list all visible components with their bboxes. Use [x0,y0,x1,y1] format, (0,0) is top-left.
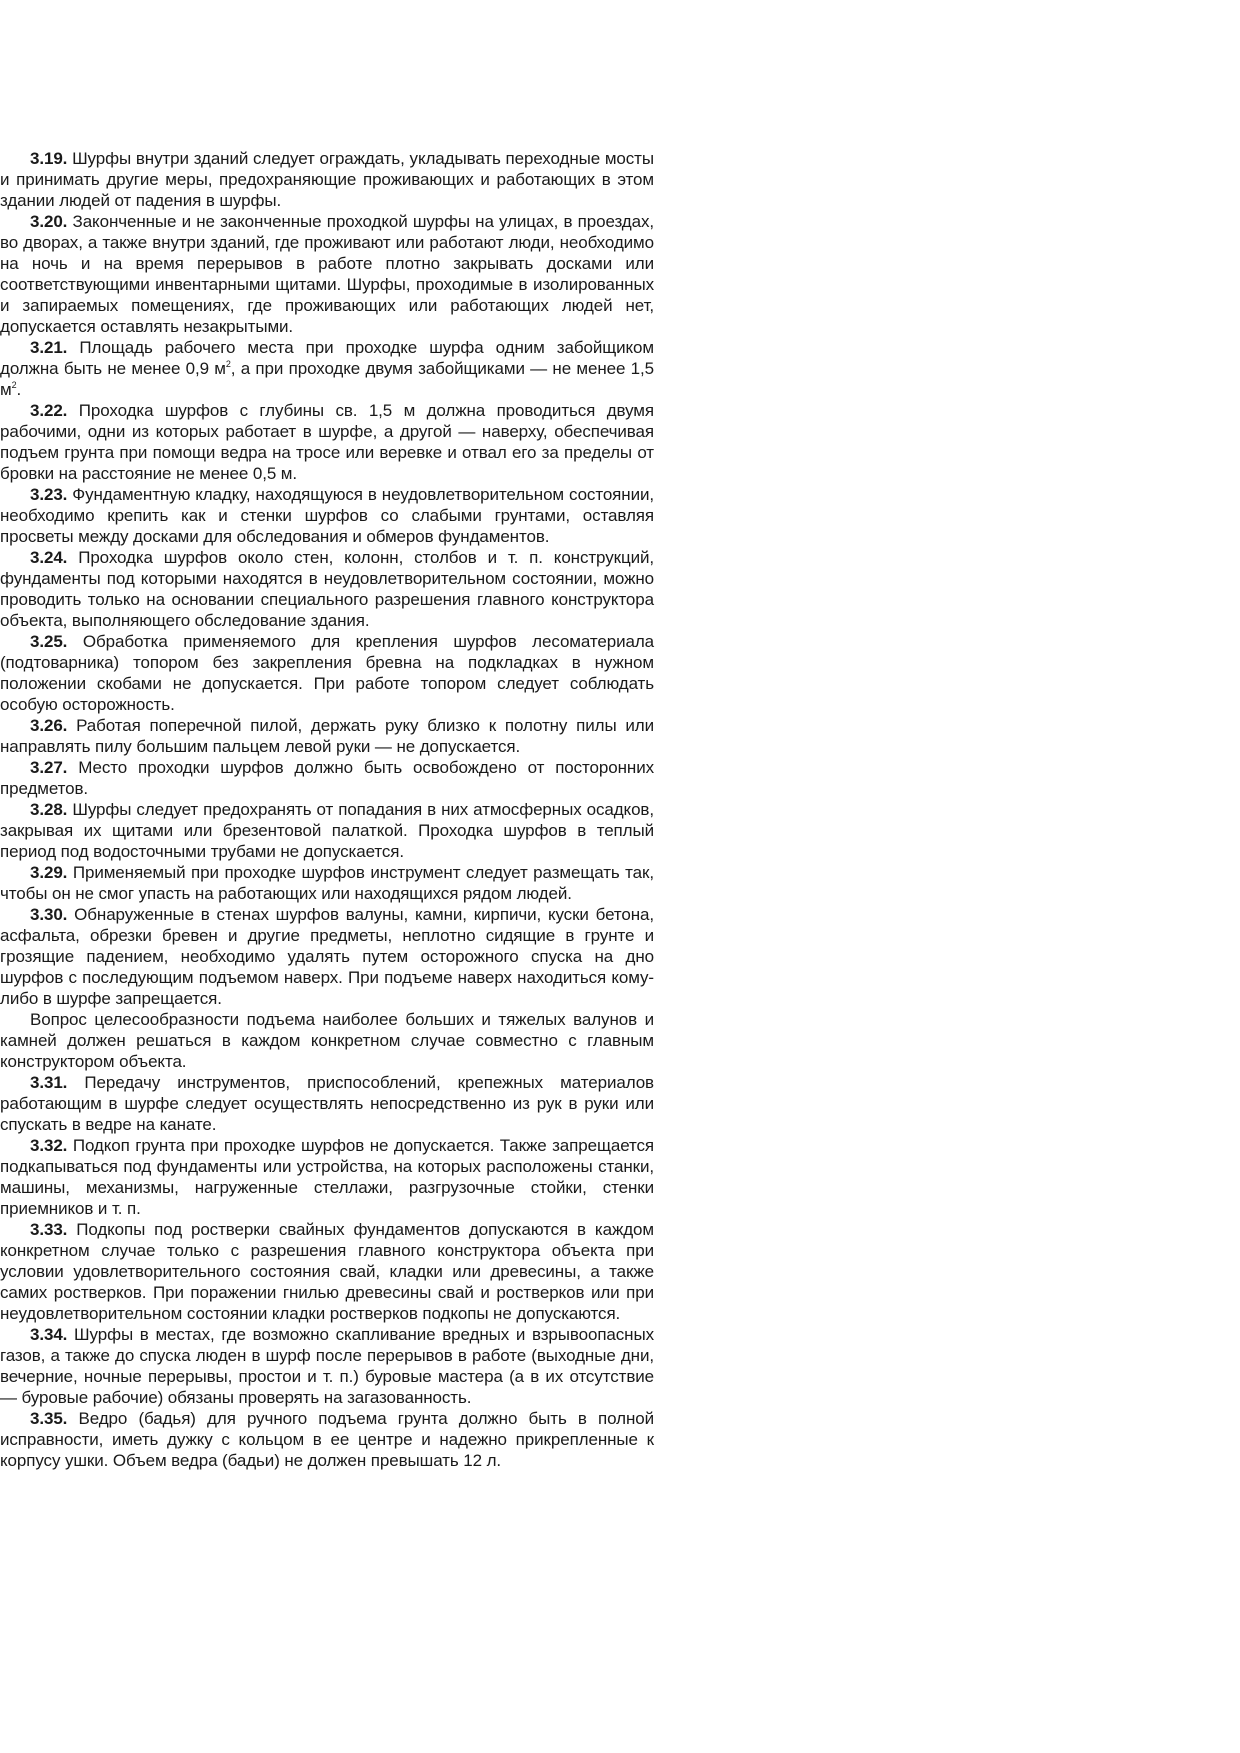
clause-text: Фундаментную кладку, находящуюся в неудовлетворительном состоянии, необходимо крепить как и стенки шурфов со слабыми грунтами, оставляя просветы между досками для обследования и обмеров фундаментов. [0,485,654,546]
clause-number: 3.24. [30,548,68,567]
clause-text: Шурфы внутри зданий следует ограждать, укладывать переходные мосты и принимать другие меры, предохраняющие проживающих и работающих в этом здании людей от падения в шурфы. [0,149,654,210]
clause-number: 3.21. [30,338,68,357]
clause-text: Обнаруженные в стенах шурфов валуны, камни, кирпичи, куски бетона, асфальта, обрезки бревен и другие предметы, неплотно сидящие в грунте и грозящие падением, необходимо удалять путем осторожного спуска на дно шурфов с последующим подъемом наверх. При подъеме наверх находиться кому-либо в шурфе запрещается. [0,905,654,1008]
clause-text: Ведро (бадья) для ручного подъема грунта должно быть в полной исправности, иметь дужку с кольцом в ее центре и надежно прикрепленные к корпусу ушки. Объем ведра (бадьи) не должен превышать 12 л. [0,1409,654,1470]
paragraph-3-19 [0,148,654,211]
clause-text: Место проходки шурфов должно быть освобождено от посторонних предметов. [0,758,654,798]
clause-text: , а при проходке двумя забойщиками — не менее 1,5 м [0,359,654,399]
clause-number: 3.28. [30,800,68,819]
paragraph-3-30-cont [0,1009,654,1072]
paragraph-3-27 [0,757,654,799]
paragraph-3-26 [0,715,654,757]
paragraph-3-33 [0,1219,654,1324]
clause-number: 3.27. [30,758,68,777]
clause-number: 3.30. [30,905,68,924]
clause-text: . [16,380,22,399]
paragraph-3-24 [0,547,654,631]
paragraph-3-20 [0,211,654,337]
clause-number: 3.20. [30,212,68,231]
clause-number: 3.23. [30,485,68,504]
paragraph-3-23 [0,484,654,547]
paragraph-3-28 [0,799,654,862]
clause-text: Подкопы под ростверки свайных фундаментов допускаются в каждом конкретном случае только с разрешения главного конструктора объекта при условии удовлетворительного состояния свай, кладки или древесины, а также самих ростверков. При поражении гнилью древесины свай и ростверков или при неудовлетворительном состоянии кладки ростверков подкопы не допускаются. [0,1220,654,1323]
clause-text: Применяемый при проходке шурфов инструмент следует размещать так, чтобы он не смог упасть на работающих или находящихся рядом людей. [0,863,654,903]
clause-text: Законченные и не законченные проходкой шурфы на улицах, в проездах, во дворах, а также внутри зданий, где проживают или работают люди, необходимо на ночь и на время перерывов в работе плотно закрывать досками или соответствующими инвентарными щитами. Шурфы, проходимые в изолированных и запираемых помещениях, где проживающих или работающих людей нет, допускается оставлять незакрытыми. [0,212,654,336]
clause-number: 3.34. [30,1325,68,1344]
paragraph-3-25 [0,631,654,715]
paragraph-3-34 [0,1324,654,1408]
superscript: 2 [225,359,231,369]
clause-text: Вопрос целесообразности подъема наиболее больших и тяжелых валунов и камней должен решаться в каждом конкретном случае совместно с главным конструктором объекта. [0,1010,654,1071]
clause-text: Подкоп грунта при проходке шурфов не допускается. Также запрещается подкапываться под фундаменты или устройства, на которых расположены станки, машины, механизмы, нагруженные стеллажи, разгрузочные стойки, стенки приемников и т. п. [0,1136,654,1218]
clause-text: Работая поперечной пилой, держать руку близко к полотну пилы или направлять пилу большим пальцем левой руки — не допускается. [0,716,654,756]
paragraph-3-22 [0,400,654,484]
clause-text: Проходка шурфов около стен, колонн, столбов и т. п. конструкций, фундаменты под которыми находятся в неудовлетворительном состоянии, можно проводить только на основании специального разрешения главного конструктора объекта, выполняющего обследование здания. [0,548,654,630]
clause-number: 3.35. [30,1409,68,1428]
clause-text: Шурфы в местах, где возможно скапливание вредных и взрывоопасных газов, а также до спуска люден в шурф после перерывов в работе (выходные дни, вечерние, ночные перерывы, простои и т. п.) буровые мастера (а в их отсутствие — буровые рабочие) обязаны проверять на загазованность. [0,1325,654,1407]
clause-number: 3.33. [30,1220,68,1239]
clause-text: Передачу инструментов, приспособлений, крепежных материалов работающим в шурфе следует осуществлять непосредственно из рук в руки или спускать в ведре на канате. [0,1073,654,1134]
clause-text: Шурфы следует предохранять от попадания в них атмосферных осадков, закрывая их щитами или брезентовой палаткой. Проходка шурфов в теплый период под водосточными трубами не допускается. [0,800,654,861]
document-page [0,148,654,1471]
clause-number: 3.25. [30,632,68,651]
clause-text: Проходка шурфов с глубины св. 1,5 м должна проводиться двумя рабочими, одни из которых работает в шурфе, а другой — наверху, обеспечивая подъем грунта при помощи ведра на тросе или веревке и отвал его за пределы от бровки на расстояние не менее 0,5 м. [0,401,654,483]
paragraph-3-29 [0,862,654,904]
clause-text: Обработка применяемого для крепления шурфов лесоматериала (подтоварника) топором без закрепления бревна на подкладках в нужном положении скобами не допускается. При работе топором следует соблюдать особую осторожность. [0,632,654,714]
clause-number: 3.29. [30,863,68,882]
paragraph-3-31 [0,1072,654,1135]
paragraph-3-35 [0,1408,654,1471]
paragraph-3-30 [0,904,654,1009]
paragraph-3-32 [0,1135,654,1219]
clause-number: 3.22. [30,401,68,420]
superscript: 2 [11,380,17,390]
clause-number: 3.32. [30,1136,68,1155]
paragraph-3-21 [0,337,654,400]
clause-number: 3.31. [30,1073,68,1092]
clause-number: 3.19. [30,149,68,168]
clause-text: Площадь рабочего места при проходке шурфа одним забойщиком должна быть не менее 0,9 м [0,338,654,378]
clause-number: 3.26. [30,716,68,735]
